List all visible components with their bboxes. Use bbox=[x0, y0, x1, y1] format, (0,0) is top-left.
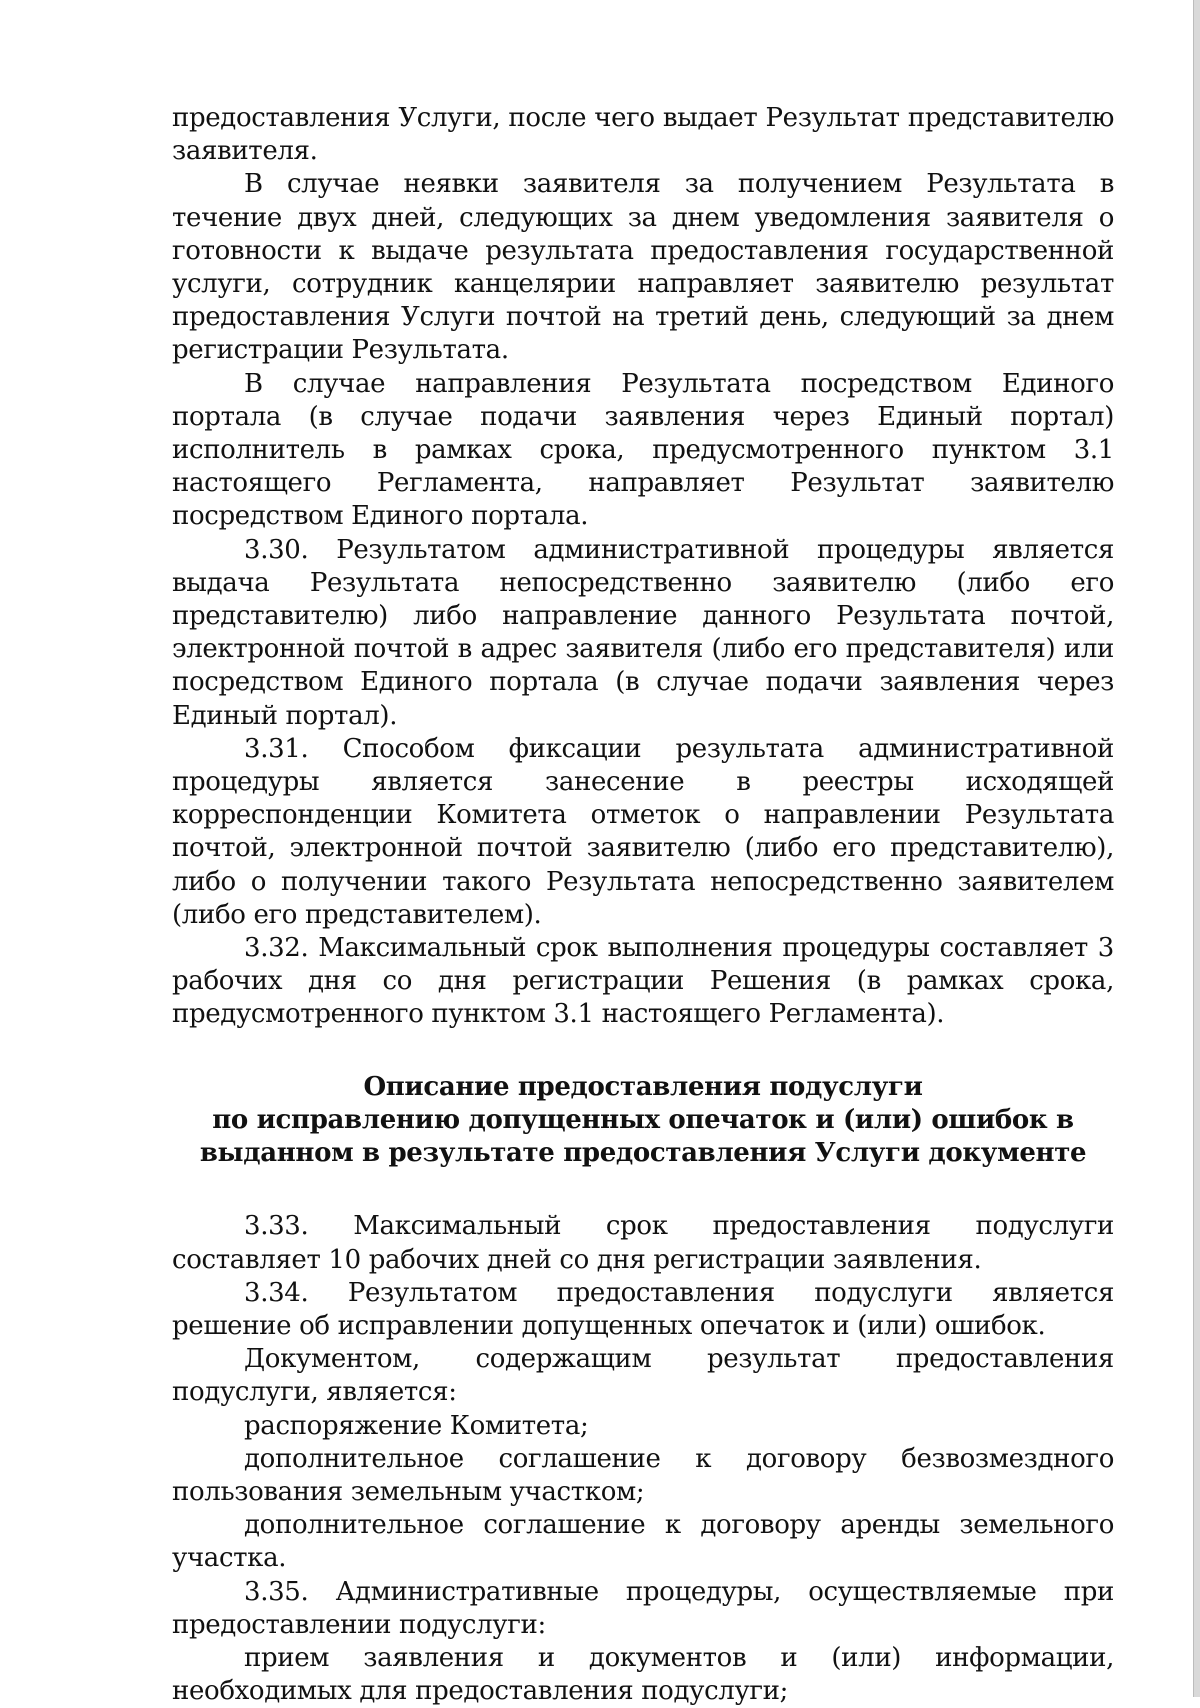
paragraph-document-result: Документом, содержащим результат предоставления подуслуги, является: bbox=[172, 1344, 1114, 1408]
paragraph-3-32: 3.32. Максимальный срок выполнения процедуры составляет 3 рабочих дня со дня регистрации Решения (в рамках срока, предусмотренного пунктом 3.1 настоящего Регламента). bbox=[172, 933, 1114, 1030]
section-heading bbox=[172, 1071, 1114, 1171]
list-item-lease-agreement: дополнительное соглашение к договору аренды земельного участка. bbox=[172, 1510, 1114, 1574]
document-body bbox=[172, 102, 1114, 1708]
paragraph-3-30: 3.30. Результатом административной процедуры является выдача Результата непосредственно заявителю (либо его представителю) либо направление данного Результата почтой, электронной почтой в адрес заявителя (либо его представителя) или посредством Единого портала (в случае подачи заявления через Единый портал). bbox=[172, 534, 1114, 731]
list-item-application-intake: прием заявления и документов и (или) информации, необходимых для предоставления подуслуги; bbox=[172, 1642, 1114, 1707]
paragraph-continuation: предоставления Услуги, после чего выдает Результат представителю заявителя. bbox=[172, 103, 1114, 167]
list-item-order: распоряжение Комитета; bbox=[244, 1410, 589, 1441]
paragraph-3-35: 3.35. Административные процедуры, осуществляемые при предоставлении подуслуги: bbox=[172, 1576, 1114, 1640]
list-item-free-use-agreement: дополнительное соглашение к договору безвозмездного пользования земельным участком; bbox=[172, 1443, 1114, 1507]
heading-line-3: выданном в результате предоставления Услуги документе bbox=[199, 1138, 1087, 1169]
heading-line-2: по исправлению допущенных опечаток и (или) ошибок в bbox=[212, 1104, 1074, 1135]
heading-line-1: Описание предоставления подуслуги bbox=[363, 1071, 923, 1102]
paragraph-portal-delivery: В случае направления Результата посредством Единого портала (в случае подачи заявления через Единый портал) исполнитель в рамках срока, предусмотренного пунктом 3.1 настоящего Регламента, направляет Результат заявителю посредством Единого портала. bbox=[172, 368, 1114, 532]
paragraph-3-33: 3.33. Максимальный срок предоставления подуслуги составляет 10 рабочих дней со дня регистрации заявления. bbox=[172, 1211, 1114, 1275]
paragraph-3-34: 3.34. Результатом предоставления подуслуги является решение об исправлении допущенных опечаток и (или) ошибок. bbox=[172, 1277, 1114, 1341]
paragraph-3-31: 3.31. Способом фиксации результата административной процедуры является занесение в реестры исходящей корреспонденции Комитета отметок о направлении Результата почтой, электронной почтой заявителю (либо его представителю), либо о получении такого Результата непосредственно заявителем (либо его представителем). bbox=[172, 733, 1114, 930]
page-edge-scrollbar bbox=[1193, 0, 1200, 1697]
paragraph-nonappearance: В случае неявки заявителя за получением Результата в течение двух дней, следующих за днем уведомления заявителя о готовности к выдаче результата предоставления государственной услуги, сотрудник канцелярии направляет заявителю результат предоставления Услуги почтой на третий день, следующий за днем регистрации Результата. bbox=[172, 169, 1114, 366]
